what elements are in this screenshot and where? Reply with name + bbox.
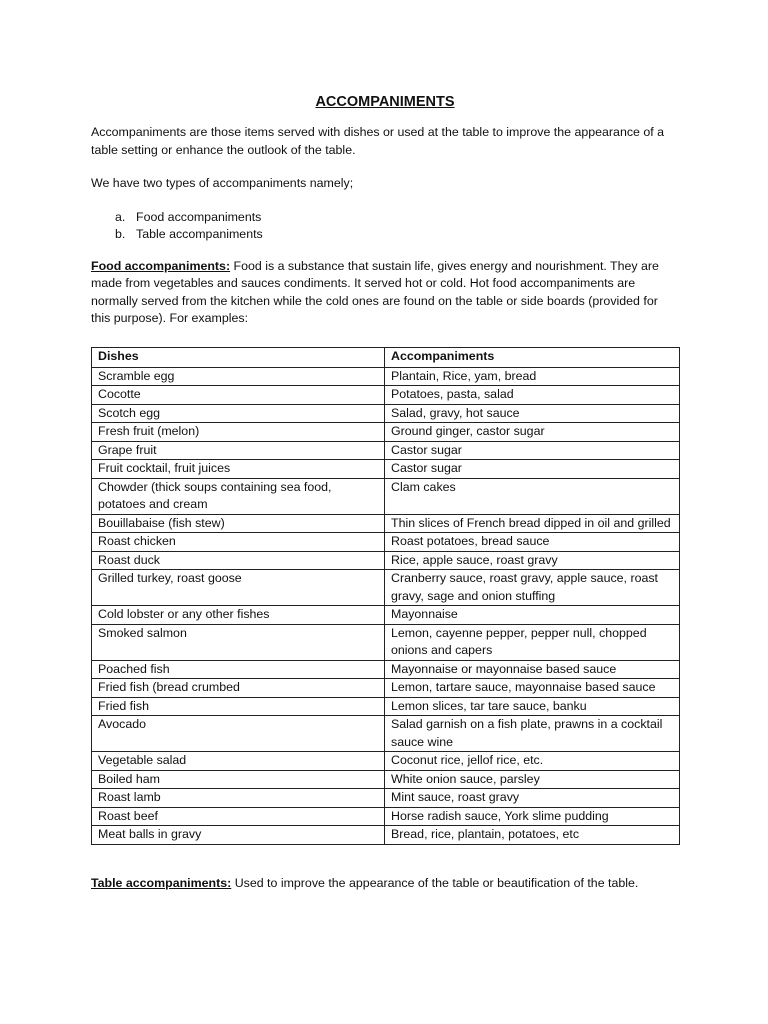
- accompaniments-table: [91, 347, 680, 845]
- dish-cell: Roast chicken: [92, 533, 385, 552]
- dish-cell: Fried fish: [92, 697, 385, 716]
- accompaniment-cell: Thin slices of French bread dipped in oil and grilled: [385, 514, 680, 533]
- list-item-label: Food accompaniments: [136, 209, 262, 224]
- table-row: [92, 606, 680, 625]
- table-row: [92, 826, 680, 845]
- dish-cell: Poached fish: [92, 660, 385, 679]
- table-accompaniments-paragraph: [91, 875, 679, 893]
- list-marker: a.: [115, 209, 126, 224]
- accompaniment-cell: Lemon, tartare sauce, mayonnaise based sauce: [385, 679, 680, 698]
- accompaniment-cell: Bread, rice, plantain, potatoes, etc: [385, 826, 680, 845]
- accompaniment-cell: Cranberry sauce, roast gravy, apple sauce, roast gravy, sage and onion stuffing: [385, 570, 680, 606]
- table-accompaniments-text: Used to improve the appearance of the table or beautification of the table.: [231, 875, 639, 890]
- accompaniment-cell: Plantain, Rice, yam, bread: [385, 367, 680, 386]
- accompaniment-cell: Potatoes, pasta, salad: [385, 386, 680, 405]
- table-row: [92, 679, 680, 698]
- dish-cell: Roast lamb: [92, 789, 385, 808]
- dish-cell: Bouillabaise (fish stew): [92, 514, 385, 533]
- table-row: [92, 716, 680, 752]
- table-row: [92, 423, 680, 442]
- table-row: [92, 404, 680, 423]
- dish-cell: Roast beef: [92, 807, 385, 826]
- list-item: [115, 209, 679, 227]
- dish-cell: Roast duck: [92, 551, 385, 570]
- food-accompaniments-heading: Food accompaniments:: [91, 258, 231, 273]
- accompaniment-cell: Salad, gravy, hot sauce: [385, 404, 680, 423]
- types-intro: We have two types of accompaniments namely;: [91, 176, 354, 190]
- accompaniment-cell: Lemon, cayenne pepper, pepper null, chopped onions and capers: [385, 624, 680, 660]
- dish-cell: Grape fruit: [92, 441, 385, 460]
- column-header-dishes: Dishes: [92, 347, 385, 367]
- food-accompaniments-text: Food is a substance that sustain life, gives energy and nourishment. They are made from vegetables and sauces condiments. It served hot or cold. Hot food accompaniments are normally served from the kitchen while the cold ones are found on the table or side boards (provided for this purpose). For examples:: [91, 258, 659, 325]
- column-header-accompaniments: Accompaniments: [385, 347, 680, 367]
- dish-cell: Avocado: [92, 716, 385, 752]
- table-body: [92, 367, 680, 844]
- accompaniment-cell: Coconut rice, jellof rice, etc.: [385, 752, 680, 771]
- accompaniment-cell: Ground ginger, castor sugar: [385, 423, 680, 442]
- dish-cell: Scotch egg: [92, 404, 385, 423]
- table-row: [92, 367, 680, 386]
- types-list: [91, 209, 679, 244]
- dish-cell: Meat balls in gravy: [92, 826, 385, 845]
- table-header-row: [92, 347, 680, 367]
- accompaniment-cell: Horse radish sauce, York slime pudding: [385, 807, 680, 826]
- list-item-label: Table accompaniments: [136, 227, 263, 241]
- table-row: [92, 460, 680, 479]
- accompaniment-cell: Mayonnaise: [385, 606, 680, 625]
- dish-cell: Smoked salmon: [92, 624, 385, 660]
- accompaniment-cell: Castor sugar: [385, 460, 680, 479]
- table-row: [92, 551, 680, 570]
- dish-cell: Boiled ham: [92, 770, 385, 789]
- accompaniment-cell: Rice, apple sauce, roast gravy: [385, 551, 680, 570]
- accompaniment-cell: Clam cakes: [385, 478, 680, 514]
- intro-paragraph: Accompaniments are those items served with dishes or used at the table to improve the appearance of a table setting or enhance the outlook of the table.: [91, 125, 665, 157]
- table-row: [92, 441, 680, 460]
- table-row: [92, 770, 680, 789]
- dish-cell: Fried fish (bread crumbed: [92, 679, 385, 698]
- table-row: [92, 533, 680, 552]
- table-row: [92, 807, 680, 826]
- dish-cell: Grilled turkey, roast goose: [92, 570, 385, 606]
- accompaniment-cell: Salad garnish on a fish plate, prawns in a cocktail sauce wine: [385, 716, 680, 752]
- accompaniment-cell: White onion sauce, parsley: [385, 770, 680, 789]
- table-row: [92, 697, 680, 716]
- dish-cell: Chowder (thick soups containing sea food, potatoes and cream: [92, 478, 385, 514]
- dish-cell: Fresh fruit (melon): [92, 423, 385, 442]
- dish-cell: Cold lobster or any other fishes: [92, 606, 385, 625]
- page-title: ACCOMPANIMENTS: [315, 94, 455, 110]
- list-marker: b.: [115, 227, 126, 241]
- table-row: [92, 624, 680, 660]
- accompaniment-cell: Castor sugar: [385, 441, 680, 460]
- table-row: [92, 514, 680, 533]
- table-row: [92, 752, 680, 771]
- document-page: [91, 92, 679, 892]
- dish-cell: Scramble egg: [92, 367, 385, 386]
- table-row: [92, 660, 680, 679]
- list-item: [115, 226, 679, 244]
- table-row: [92, 789, 680, 808]
- dish-cell: Vegetable salad: [92, 752, 385, 771]
- accompaniment-cell: Roast potatoes, bread sauce: [385, 533, 680, 552]
- table-row: [92, 386, 680, 405]
- table-accompaniments-heading: Table accompaniments:: [91, 875, 232, 890]
- accompaniment-cell: Lemon slices, tar tare sauce, banku: [385, 697, 680, 716]
- table-row: [92, 570, 680, 606]
- dish-cell: Fruit cocktail, fruit juices: [92, 460, 385, 479]
- dish-cell: Cocotte: [92, 386, 385, 405]
- accompaniment-cell: Mayonnaise or mayonnaise based sauce: [385, 660, 680, 679]
- accompaniment-cell: Mint sauce, roast gravy: [385, 789, 680, 808]
- table-row: [92, 478, 680, 514]
- food-accompaniments-paragraph: [91, 258, 679, 328]
